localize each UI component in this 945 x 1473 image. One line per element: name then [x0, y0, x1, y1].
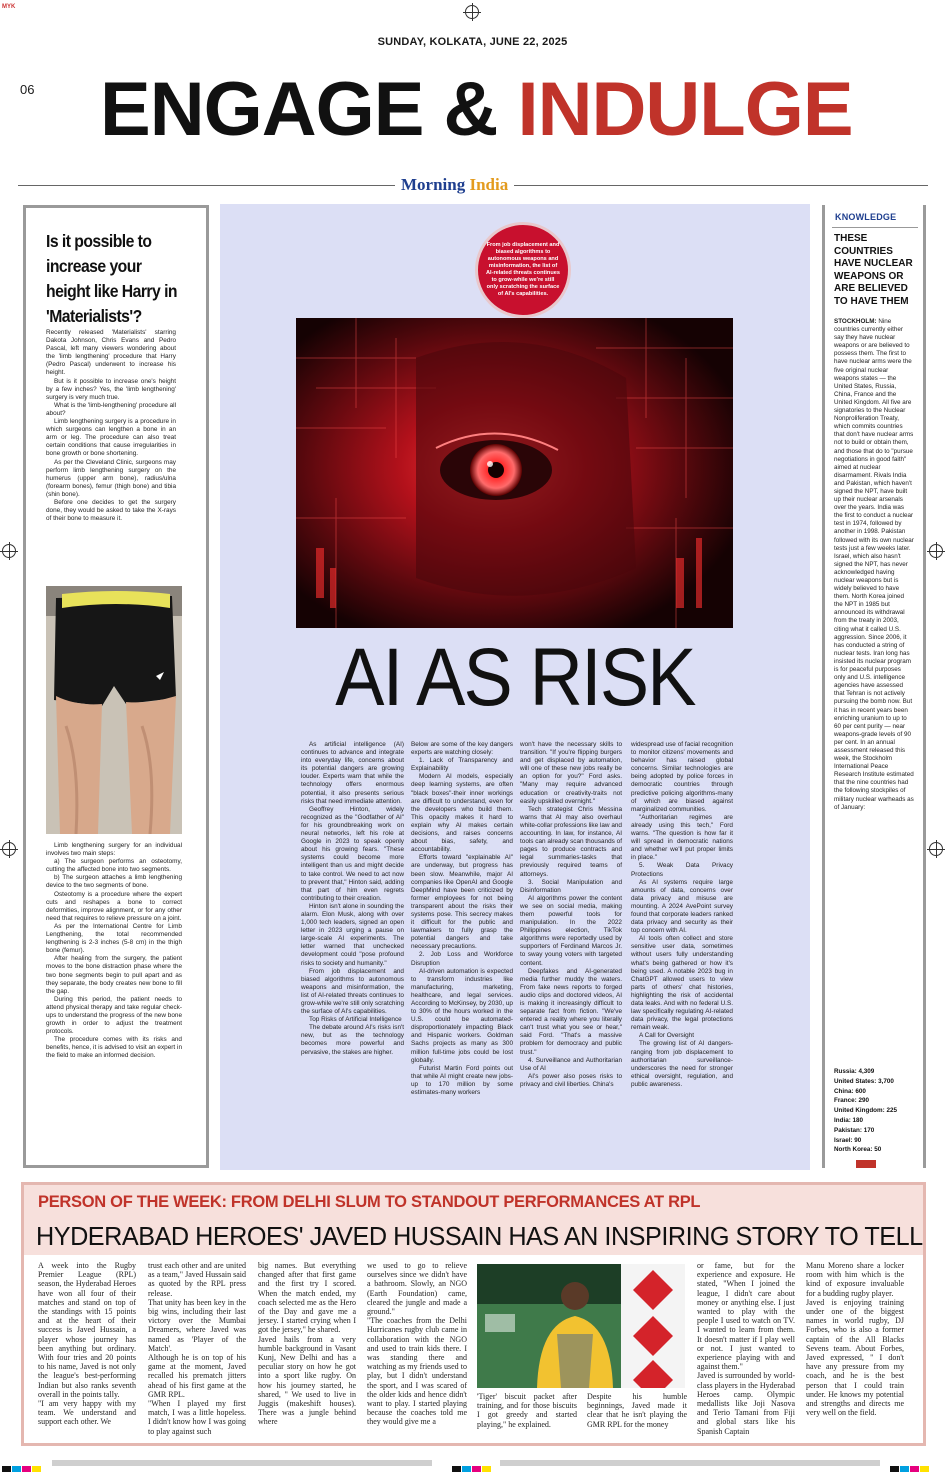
c2-p6: AI-driven automation is expected to transform industries like manufacturing, marketing, healthcare, and legal services. According to McKinsey, by 2030, up to 30% of the hours worked in the U.S. could be automated-disproportionately impacting Black and Hispanic workers. Goldman Sachs projects as many as 300 million full-time jobs could be lost globally.	[411, 967, 513, 1064]
right-article-dateline: STOCKHOLM:	[834, 318, 877, 325]
stockpile-uk: United Kingdom: 225	[834, 1107, 897, 1115]
gray-bar-left	[52, 1460, 432, 1466]
bottom-col-8: Manu Moreno share a locker room with him which is the kind of exposure invaluable for a budding rugby player. Javed is enjoying training under one of the biggest names in world rugby, DJ Forbes, who is also a former captain of the All Blacks Sevens team. About Forbes, Javed expressed, " I don't have any pressure from my coach, and he is the best person that I could train under. He knows my potential and strengths and directs me very well on the field.	[806, 1261, 904, 1418]
center-col-1	[301, 741, 404, 1057]
bottom-col-1: A week into the Rugby Premier League (RPL) season, the Hyderabad Heroes have won all four of their matches and stand on top of the standings with 15 points and at the heart of their success is Javed Hussain, a player whose journey has been anything but ordinary. With four tries and 20 points to his name, Javed is not only the league's best-performing Indian but also ranks seventh overall in the points tally. "I am very happy with my team. We understand and support each other. We	[38, 1261, 136, 1427]
c2-p5: 2. Job Loss and Workforce Disruption	[411, 951, 513, 967]
stockpile-usa: United States: 3,700	[834, 1077, 894, 1085]
c4-p5: AI tools often collect and store sensitive user data, sometimes without users fully understanding what's being gathered or how it's being used. A notable 2023 bug in ChatGPT allowed users to view parts of others' chat histories, highlighting the risk of accidental data leaks. And with no federal U.S. law specifically regulating AI-related data privacy, the legal protections remain weak.	[631, 935, 733, 1032]
color-bar-center	[452, 1459, 492, 1467]
stockpile-israel: Israel: 90	[834, 1136, 862, 1144]
leg-photo-illustration	[46, 586, 182, 834]
dateline: SUNDAY, KOLKATA, JUNE 22, 2025	[377, 36, 568, 48]
player-photo	[477, 1264, 685, 1388]
right-article-headline: THESE COUNTRIES HAVE NUCLEAR WEAPONS OR ARE BELIEVED TO HAVE THEM	[834, 233, 913, 307]
section-title	[100, 62, 860, 158]
c3-p2: Tech strategist Chris Messina warns that AI may also overhaul white-collar professions like law and accounting. In law, for instance, AI tools can already scan thousands of pages to produce contracts and legal summaries-tasks that previously required teams of attorneys.	[520, 805, 622, 878]
c3-p1: won't have the necessary skills to transition. "If you're flipping burgers and get displaced by automation, will one of these new jobs really be an option for you?" Ford asks. "Many may require advanced education or creativity-traits not easily upskilled overnight."	[520, 741, 622, 805]
color-bar-right	[890, 1459, 930, 1467]
left-bot-p7: During this period, the patient needs to attend physical therapy and take regular check-ups to understand the progress of the new bone growth in order to adjust the treatment protocols.	[46, 995, 182, 1036]
left-bot-p1: Limb lengthening surgery for an individual involves two main steps:	[46, 842, 182, 858]
left-bot-p8: The procedure comes with its risks and benefits, hence, it is advised to visit an expert in the field to make an informed decision.	[46, 1036, 182, 1060]
c3-p5: Deepfakes and AI-generated media further muddy the waters. From fake news reports to forged audio clips and doctored videos, AI is making it increasingly difficult to separate fact from fiction. "We've entered a reality where you literally can't trust what you see or hear," said Ford. "That's a massive problem for democracy and public trust."	[520, 967, 622, 1056]
section-title-part1: ENGAGE &	[100, 67, 498, 152]
right-article-body	[834, 318, 914, 812]
registration-mark-right-lower	[929, 842, 943, 856]
c1-p5: Top Risks of Artificial Intelligence	[309, 1016, 402, 1024]
gray-bar-right	[500, 1460, 880, 1466]
right-article-end-mark	[856, 1160, 876, 1168]
left-top-p3: What is the 'limb-lengthening' procedure all about?	[46, 401, 176, 417]
left-article-body-top	[46, 329, 176, 523]
stockpile-list	[834, 1067, 918, 1155]
left-article-headline: Is it possible to increase your height like Harry in 'Materialists'?	[46, 231, 177, 326]
c1-p4: From job displacement and biased algorithms to autonomous weapons and misinformation, the list of AI-related threats continues to grow-while we're still only scratching the surface of AI's capabilities.	[301, 967, 404, 1016]
right-article-kicker: KNOWLEDGE	[835, 212, 897, 222]
stockpile-france: France: 290	[834, 1097, 870, 1105]
left-bot-p5: As per the International Centre for Limb Lengthening, the total recommended lengthening is 2-3 inches (5-8 cm) in the thigh bone (femur).	[46, 922, 182, 955]
bottom-col-3: big names. But everything changed after that first game and the first try I scored. When the match ended, my coach selected me as the Hero of the Day and gave me a jersey. I started crying when I got the jersey," he shared. Javed hails from a very humble background in Vasant Kunj, New Delhi and has a peculiar story on how he got into a sport like rugby. On how his journey started, he shared, " We used to live in Juggis (makeshift houses). There was a jungle behind where	[258, 1261, 356, 1427]
c4-p2: "Authoritarian regimes are already using this tech," Ford warns. "The question is how far it will spread in democratic nations and whether we'll put proper limits in place."	[631, 813, 733, 862]
brand-part2: India	[469, 175, 509, 194]
stockpile-russia: Russia: 4,309	[834, 1068, 875, 1075]
right-article-text: Nine countries currently either say they have nuclear weapons or are believed to possess them. The first to have nuclear arms were the five original nuclear weapons states — the United States, Russia, China, France and the United Kingdom. All five are signatories to the Nuclear Nonproliferation Treaty, which commits countries that don't have nuclear arms not to build or obtain them, and those that do to "pursue negotiations in good faith" aimed at nuclear disarmament. Rivals India and Pakistan, which haven't signed the NPT, have built up their nuclear arsenals over the years. India was the first to conduct a nuclear test in 1974, followed by another in 1998. Pakistan followed with its own nuclear tests just a few weeks later. Israel, which also hasn't signed the NPT, has never acknowledged having nuclear weapons but is widely believed to have them. North Korea joined the NPT in 1985 but announced its withdrawal from the treaty in 2003, citing what it called U.S. aggression. Since 2006, it has conducted a string of nuclear tests. Iran long has insisted its nuclear program is for peaceful purposes only and U.S. intelligence agencies have assessed that Tehran is not actively pursuing the bomb now. But it has in recent years been enriching uranium to up to 60 per cent purity — near weapons-grade levels of 90 per cent. In an annual assessment released this week, the Stockholm International Peace Research Institute estimated that the nine countries had the following stockpiles of military nuclear warheads as of January:	[834, 318, 914, 811]
page-number: 06	[20, 82, 35, 97]
c3-p3: 3. Social Manipulation and Disinformation	[520, 878, 622, 894]
left-bot-p3: b) The surgeon attaches a limb lengthening device to the two segments of bone.	[46, 874, 182, 890]
registration-mark-left	[2, 544, 16, 558]
left-top-p4: Limb lengthening surgery is a procedure in which surgeons can lengthen a bone in an arm or leg. The procedure can also treat certain conditions that cause irregularities in bone growth or bone shortening.	[46, 418, 176, 458]
c2-p4: Efforts toward "explainable AI" are underway, but progress has been slow. Meanwhile, major AI companies like OpenAI and Google DeepMind have been criticized by former employees for not being transparent about the risks their systems pose. This secrecy makes it difficult for the public and lawmakers to fully grasp the potential dangers and take necessary precautions.	[411, 854, 513, 951]
bottom-article-headline: HYDERABAD HEROES' JAVED HUSSAIN HAS AN INSPIRING STORY TO TELL	[36, 1221, 923, 1251]
left-top-p1: Recently released 'Materialists' starring Dakota Johnson, Chris Evans and Pedro Pascal, left many viewers wondering about the 'limb lengthening' procedure that Harry (Pedro Pascal) underwent to increase his height.	[46, 329, 176, 377]
bottom-article-kicker: PERSON OF THE WEEK: FROM DELHI SLUM TO STANDOUT PERFORMANCES AT RPL	[38, 1193, 701, 1211]
registration-mark-right	[929, 544, 943, 558]
c1-p3: Hinton isn't alone in sounding the alarm. Elon Musk, along with over 1,000 tech leaders, signed an open letter in 2023 urging a pause on large-scale AI experiments. The letter warned that unchecked development could "pose profound risks to society and humanity."	[301, 902, 404, 967]
c2-p7: Futurist Martin Ford points out that while AI might create new jobs-up to 170 million by some estimates-many workers	[411, 1064, 513, 1097]
c2-p2: 1. Lack of Transparency and Explainability	[411, 757, 513, 773]
right-article-kicker-rule	[832, 227, 918, 228]
left-article-body-bottom	[46, 842, 182, 1061]
leg-photo	[46, 586, 182, 834]
ai-eye-image	[296, 318, 733, 628]
center-col-2	[411, 741, 513, 1097]
bottom-col-6: Despite his humble beginnings, Javed made it clear that he isn't playing the GMR RPL for the money	[587, 1392, 687, 1429]
c2-p3: Modern AI models, especially deep learning systems, are often "black boxes"-their inner workings are difficult to understand, even for the developers who build them. This opacity makes it hard to explain why AI makes certain decisions, and raises concerns about bias, safety, and accountability.	[411, 773, 513, 854]
bottom-col-4: we used to go to relieve ourselves since we didn't have a bathroom. Slowly, an NGO (Earth Foundation) came, cleared the jungle and made a ground." "The coaches from the Delhi Hurricanes rugby club came in collaboration with the NGO and used to train kids there. I was standing there and watching as my friends used to play, but I didn't understand the sport, and I was scared of the older kids and hence didn't want to play. I started playing because the coaches told me they would give me a	[367, 1261, 467, 1427]
c4-p7: The growing list of AI dangers-ranging from job displacement to authoritarian surveillance-underscores the need for stronger ethical oversight, regulation, and public awareness.	[631, 1040, 733, 1088]
stockpile-pakistan: Pakistan: 170	[834, 1126, 875, 1134]
stockpile-india: India: 180	[834, 1116, 864, 1124]
left-top-p6: Before one decides to get the surgery done, they would be asked to take the X-rays of their bone to measure it.	[46, 498, 176, 523]
c2-p1: Below are some of the key dangers experts are watching closely:	[411, 741, 513, 757]
stockpile-china: China: 600	[834, 1087, 866, 1095]
color-mark: MYK	[2, 4, 16, 10]
bottom-col-7: or fame, but for the experience and exposure. He stated, "When I joined the league, I didn't care about money or anything else. I just wanted to play with the people I used to watch on TV. I wanted to learn from them. It doesn't matter if I play well or not. I just wanted to experience playing with and against them." Javed is surrounded by world-class players in the Hyderabad Heroes camp. Olympic medallists like Joji Nasova and Terio Tamani from Fiji and global stars like his Spanish Captain	[697, 1261, 795, 1436]
bottom-col-5: 'Tiger' biscuit packet after training, and for those biscuits I got greedy and started playing," he explained.	[477, 1392, 577, 1429]
c3-p4: AI algorithms power the content we see on social media, making them powerful tools for manipulation. In the 2022 Philippines election, TikTok algorithms were reportedly used by supporters of Ferdinand Marcos Jr. to sway young voters with targeted content.	[520, 894, 622, 967]
left-bot-p4: Osteotomy is a procedure where the expert cuts and reshapes a bone to correct deformities, improve alignment, or for any other need that requires to relieve pressure on a joint.	[46, 890, 182, 922]
left-bot-p6: After healing from the surgery, the patient moves to the bone distraction phase where the two bone segments begin to pull apart and as they separate, the body creates new bone to fill the gap.	[46, 955, 182, 995]
brand-logo	[395, 175, 514, 195]
ai-eye-illustration	[296, 318, 733, 628]
left-top-p5: As per the Cleveland Clinic, surgeons may perform limb lengthening surgery on the humerus (upper arm bone), radius/ulna (forearm bones), femur (thigh bone) and tibia (shin bone).	[46, 458, 176, 498]
c1-p1: As artificial intelligence (AI) continues to advance and integrate into everyday life, concerns about its potential dangers are growing louder. Experts warn that while the technology offers enormous potential, it also presents serious risks that need immediate attention.	[301, 741, 404, 805]
section-title-part2: INDULGE	[517, 67, 853, 152]
c4-p6: A Call for Oversight	[639, 1032, 695, 1040]
c4-p1: widespread use of facial recognition to monitor citizens' movements and behavior has raised global concerns. Similar technologies are being adopted by police forces in democratic countries through predictive policing algorithms-many of which are biased against marginalized communities.	[631, 741, 733, 813]
center-col-4	[631, 741, 733, 1089]
color-bar-left	[2, 1459, 42, 1467]
rugby-player-illustration	[477, 1264, 685, 1388]
callout-circle	[475, 222, 571, 318]
left-bot-p2: a) The surgeon performs an osteotomy, cutting the affected bone into two segments.	[46, 858, 182, 874]
c3-p7: AI's power also poses risks to privacy and civil liberties. China's	[520, 1072, 622, 1088]
c4-p3: 5. Weak Data Privacy Protections	[631, 862, 733, 878]
left-top-p2: But is it possible to increase one's height by a few inches? Yes, the 'limb lengthening' surgery is very much true.	[46, 377, 176, 401]
registration-mark-left-lower	[2, 842, 16, 856]
c1-p6: The debate around AI's risks isn't new, but as the technology becomes more powerful and pervasive, the stakes are higher.	[301, 1024, 404, 1056]
bottom-col-2: trust each other and are united as a team," Javed Hussain said as quoted by the RPL press release. That unity has been key in the big wins, including their last victory over the Mumbai Dreamers, where Javed was named as 'Player of the Match'. Although he is on top of his game at the moment, Javed recalled his prematch jitters ahead of his first game at the GMR RPL. "When I played my first match, I was a little hopeless. I didn't know how I was going to play against such	[148, 1261, 246, 1436]
stockpile-north-korea: North Korea: 50	[834, 1146, 882, 1154]
center-article-headline: AI AS RISK	[335, 632, 695, 723]
center-col-3	[520, 741, 622, 1089]
registration-mark-top	[465, 5, 479, 19]
c1-p2: Geoffrey Hinton, widely recognized as the "Godfather of AI" for his groundbreaking work on neural networks, left his role at Google in 2023 to speak openly about his growing fears. "These systems could become more intelligent than us and might decide to take control. We need to act now to prevent that," Hinton said, adding that part of him even regrets contributing to their creation.	[301, 805, 404, 902]
brand-part1: Morning	[401, 175, 466, 194]
callout-text: From job displacement and biased algorithms to autonomous weapons and misinformation, the list of AI-related threats continues to grow-while we're still only scratching the surface of AI's capabilities.	[486, 242, 560, 297]
c3-p6: 4. Surveillance and Authoritarian Use of AI	[520, 1056, 622, 1072]
c4-p4: As AI systems require large amounts of data, concerns over data privacy and misuse are mounting. A 2024 AvePoint survey found that corporate leaders ranked data privacy and security as their top concern with AI.	[631, 878, 733, 935]
